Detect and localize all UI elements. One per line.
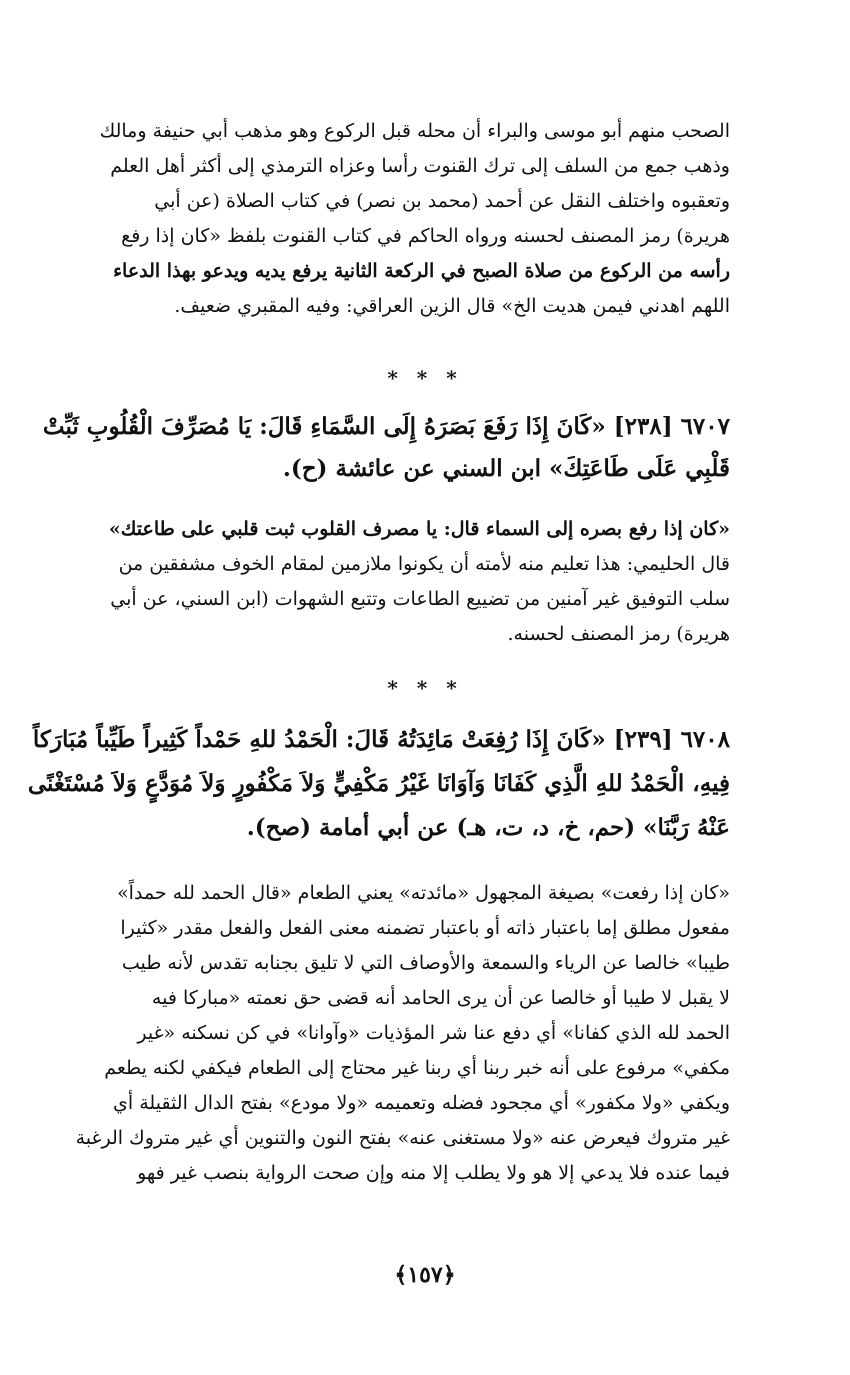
hadith-line: فِيهِ، الْحَمْدُ للهِ الَّذِي كَفَانَا وَآوَانَا غَيْرُ مَكْفِيٍّ وَلاَ مَكْفُورٍ وَلاَ مُوَدَّعٍ وَلاَ مُسْتَغْنًى [27, 770, 730, 797]
hadith-6708 [27, 718, 730, 850]
text-line: رأسه من الركوع من صلاة الصبح في الركعة الثانية يرفع يديه ويدعو بهذا الدعاء [113, 260, 730, 282]
text-line: الصحب منهم أبو موسى والبراء أن محله قبل الركوع وهو مذهب أبي حنيفة ومالك [99, 120, 730, 142]
text-line: طيبا» خالصا عن الرياء والسمعة والأوصاف التي لا تليق بجنابه تقدس لأنه طيب [121, 952, 730, 974]
text-line: وتعقبوه واختلف النقل عن أحمد (محمد بن نصر) في كتاب الصلاة (عن أبي [154, 190, 730, 212]
text-line: الحمد لله الذي كفانا» أي دفع عنا شر المؤذيات «وآوانا» في كن نسكنه «غير [137, 1022, 730, 1044]
hadith-6707 [42, 406, 730, 490]
text-line: غير متروك فيعرض عنه «ولا مستغنى عنه» بفتح النون والتنوين أي غير متروك الرغبة [75, 1127, 730, 1149]
text-line: ويكفي «ولا مكفور» أي مجحود فضله وتعميمه «ولا مودع» بفتح الدال الثقيلة أي [113, 1092, 730, 1114]
text-line: «كان إذا رفع بصره إلى السماء قال: يا مصرف القلوب ثبت قلبي على طاعتك» [108, 518, 730, 540]
section-divider: * * * [387, 366, 463, 390]
text-line: هريرة) رمز المصنف لحسنه. [507, 623, 730, 645]
text-line: قال الحليمي: هذا تعليم منه لأمته أن يكونوا ملازمين لمقام الخوف مشفقين من [118, 553, 730, 575]
text-line: هريرة) رمز المصنف لحسنه ورواه الحاكم في كتاب القنوت بلفظ «كان إذا رفع [121, 225, 730, 247]
text-line: لا يقبل لا طيبا أو خالصا عن أن يرى الحامد أنه قضى حق نعمته «مباركا فيه [151, 987, 730, 1009]
text-line: فيما عنده فلا يدعي إلا هو ولا يطلب إلا منه وإن صحت الرواية بنصب غير فهو [137, 1162, 730, 1184]
text-line: اللهم اهدني فيمن هديت الخ» قال الزين العراقي: وفيه المقبري ضعيف. [174, 295, 730, 317]
text-line: سلب التوفيق غير آمنين من تضييع الطاعات وتتبع الشهوات (ابن السني، عن أبي [110, 588, 730, 610]
text-line: «كان إذا رفعت» بصيغة المجهول «مائدته» يعني الطعام «قال الحمد لله حمداً» [117, 882, 730, 904]
paragraph-3 [75, 876, 730, 1191]
paragraph-1 [99, 114, 730, 324]
text-line: مكفي» مرفوع على أنه خبر ربنا أي ربنا غير محتاج إلى الطعام فيكفي لكنه يطعم [104, 1057, 730, 1079]
hadith-line: عَنْهُ رَبَّنَا» (حم، خ، د، ت، هـ) عن أبي أمامة (صح). [246, 814, 730, 841]
hadith-line: قَلْبِي عَلَى طَاعَتِكَ» ابن السني عن عائشة (ح). [282, 455, 730, 482]
hadith-line: ٦٧٠٧ [٢٣٨] «كَانَ إِذَا رَفَعَ بَصَرَهُ إِلَى السَّمَاءِ قَالَ: يَا مُصَرِّفَ الْقُلُوبِ ثَبِّتْ [42, 413, 730, 440]
hadith-line: ٦٧٠٨ [٢٣٩] «كَانَ إِذَا رُفِعَتْ مَائِدَتُهُ قَالَ: الْحَمْدُ للهِ حَمْداً كَثِيراً طَيِّباً مُبَارَكاً [32, 726, 730, 753]
section-divider: * * * [387, 676, 463, 700]
text-line: مفعول مطلق إما باعتبار ذاته أو باعتبار تضمنه معنى الفعل والفعل مقدر «كثيرا [120, 917, 730, 939]
page-number: ﴿١٥٧﴾ [394, 1262, 456, 1288]
paragraph-2 [108, 512, 730, 652]
text-line: وذهب جمع من السلف إلى ترك القنوت رأسا وعزاه الترمذي إلى أكثر أهل العلم [110, 155, 730, 177]
